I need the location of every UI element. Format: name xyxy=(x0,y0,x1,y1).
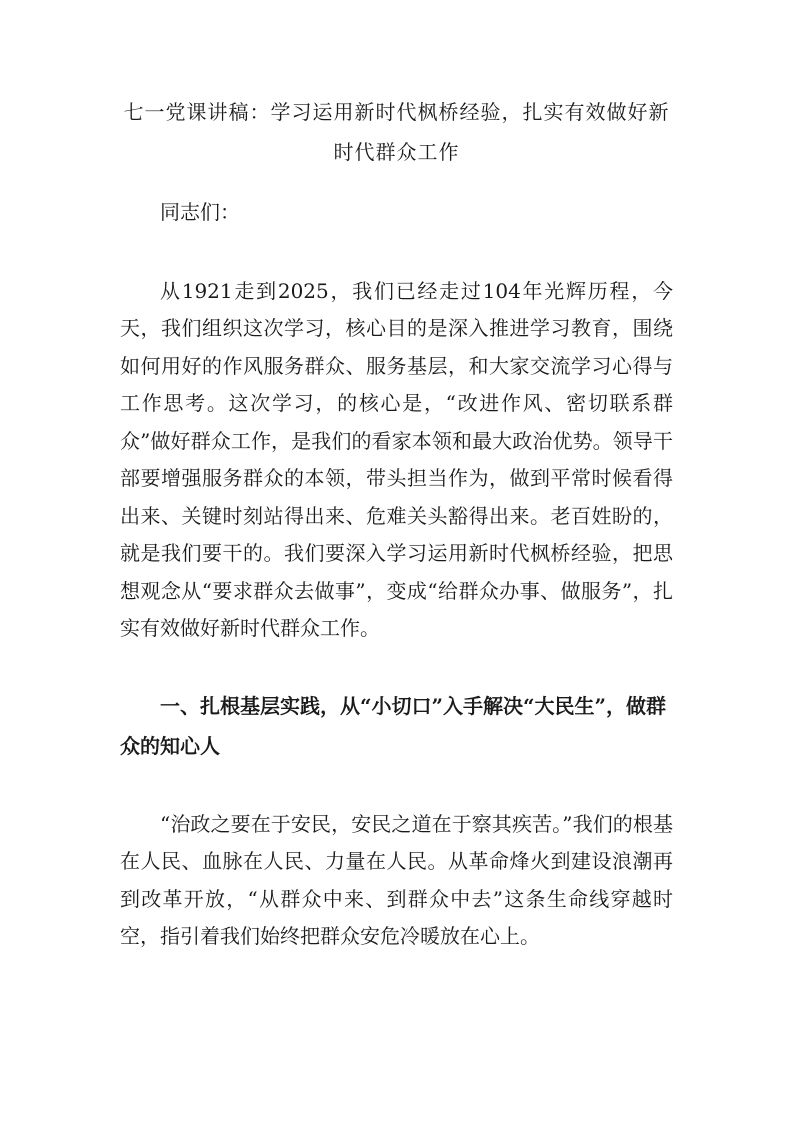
greeting: 同志们： xyxy=(160,200,240,224)
section-heading-1: 一、扎根基层实践，从“小切口”入手解决“大民生”，做群众的知心人 xyxy=(120,693,667,758)
title-line-2: 时代群众工作 xyxy=(333,140,460,164)
title-line-1: 七一党课讲稿：学习运用新时代枫桥经验，扎实有效做好新 xyxy=(123,100,670,124)
document-title xyxy=(120,92,673,172)
section-paragraph-1: “治政之要在于安民，安民之道在于察其疾苦。”我们的根基在人民、血脉在人民、力量在人民。从革命烽火到建设浪潮再到改革开放，“从群众中来、到群众中去”这条生命线穿越时空，指引着我们始终把群众安危冷暖放在心上。 xyxy=(120,811,673,948)
intro-paragraph: 从1921走到2025，我们已经走过104年光辉历程，今天，我们组织这次学习，核心目的是深入推进学习教育，围绕如何用好的作风服务群众、服务基层，和大家交流学习心得与工作思考。这次学习，的核心是，“改进作风、密切联系群众”做好群众工作，是我们的看家本领和最大政治优势。领导干部要增强服务群众的本领，带头担当作为，做到平常时候看得出来、关键时刻站得出来、危难关头豁得出来。老百姓盼的，就是我们要干的。我们要深入学习运用新时代枫桥经验，把思想观念从“要求群众去做事”，变成“给群众办事、做服务”，扎实有效做好新时代群众工作。 xyxy=(120,278,673,640)
